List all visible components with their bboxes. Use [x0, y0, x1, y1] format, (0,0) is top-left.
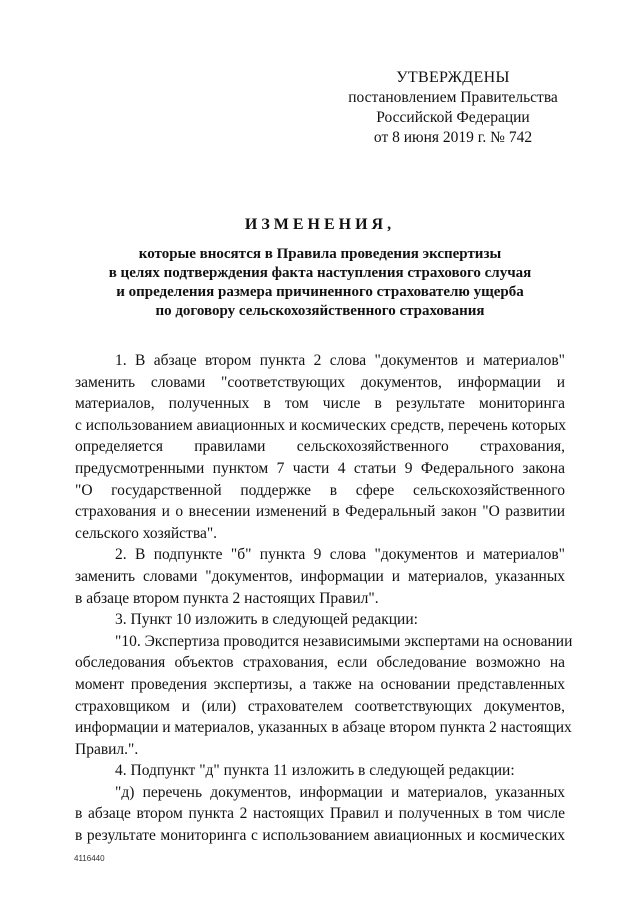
body-line: 3. Пункт 10 изложить в следующей редакции:	[115, 611, 418, 629]
body-line: информации и материалов, указанных в абзаце втором пункта 2 настоящих	[75, 719, 572, 737]
body-line: 2. В подпункте "б" пункта 9 слова "документов и материалов"	[115, 546, 565, 564]
subtitle-line: по договору сельскохозяйственного страхования	[155, 303, 485, 319]
document-body	[75, 350, 573, 847]
approval-date-number: от 8 июня 2019 г. № 742	[373, 129, 533, 146]
document-subtitle	[80, 245, 560, 321]
approval-block	[338, 68, 568, 148]
subtitle-line: и определения размера причиненного страхователю ущерба	[116, 284, 524, 300]
body-line: в абзаце втором пункта 2 настоящих Правил и полученных в том числе	[75, 805, 565, 823]
document-title: ИЗМЕНЕНИЯ,	[244, 216, 396, 233]
body-line: предусмотренными пунктом 7 части 4 статьи 9 Федерального закона	[75, 459, 565, 477]
body-line: сельского хозяйства".	[75, 524, 218, 542]
approval-line: Российской Федерации	[376, 109, 530, 126]
body-line: с использованием авиационных и космических средств, перечень которых	[75, 416, 567, 434]
body-line: "10. Экспертиза проводится независимыми экспертами на основании	[115, 632, 573, 650]
body-line: 1. В абзаце втором пункта 2 слова "документов и материалов"	[115, 352, 565, 369]
subtitle-line: которые вносятся в Правила проведения экспертизы	[138, 246, 502, 262]
body-line: Правил.".	[75, 740, 139, 758]
body-line: страховщиком и (или) страхователем соответствующих документов,	[75, 697, 565, 715]
approval-heading: УТВЕРЖДЕНЫ	[396, 69, 510, 86]
body-line: заменить словами "соответствующих документов, информации и	[75, 373, 565, 391]
body-line: "О государственной поддержке в сфере сельскохозяйственного	[75, 481, 565, 499]
body-line: в абзаце втором пункта 2 настоящих Правил".	[75, 589, 379, 607]
body-line: материалов, полученных в том числе в результате мониторинга	[75, 395, 565, 413]
body-line: обследования объектов страхования, если обследование возможно на	[75, 654, 565, 672]
approval-line: постановлением Правительства	[348, 89, 558, 106]
body-line: момент проведения экспертизы, а также на основании представленных	[75, 675, 565, 693]
document-number: 4116440	[74, 854, 105, 863]
body-line: "д) перечень документов, информации и материалов, указанных	[115, 783, 565, 801]
body-line: определяется правилами сельскохозяйственного страхования,	[75, 438, 565, 456]
body-line: 4. Подпункт "д" пункта 11 изложить в следующей редакции:	[115, 762, 515, 780]
body-line: страхования и о внесении изменений в Федеральный закон "О развитии	[75, 503, 565, 521]
body-line: заменить словами "документов, информации и материалов, указанных	[75, 567, 565, 585]
body-line: в результате мониторинга с использованием авиационных и космических	[75, 827, 565, 845]
subtitle-line: в целях подтверждения факта наступления страхового случая	[108, 265, 532, 281]
